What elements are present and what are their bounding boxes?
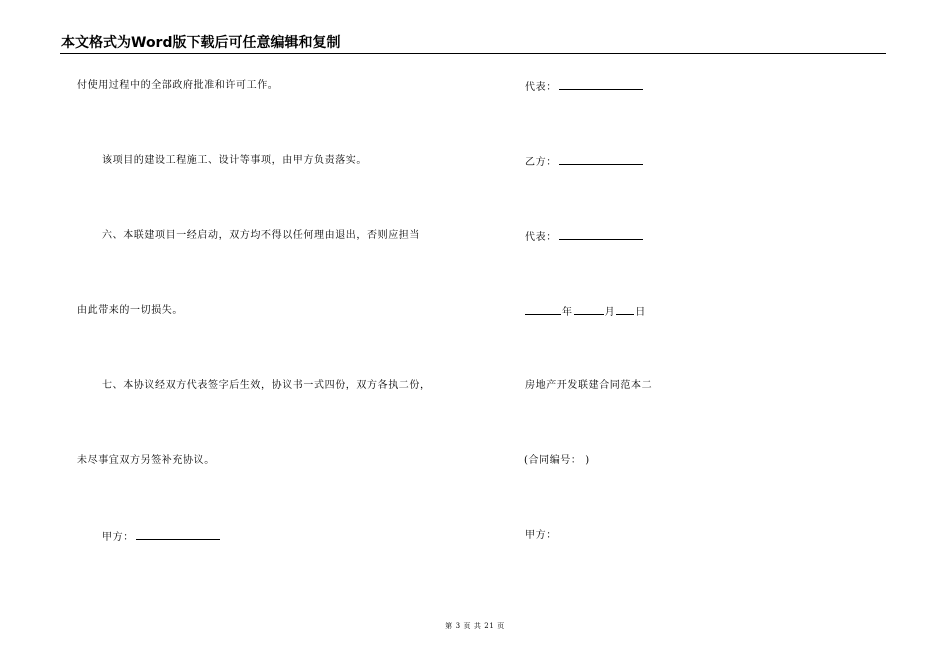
party-a-label: 甲方： [102, 532, 134, 543]
page-number-footer: 第 3 页 共 21 页 [445, 622, 505, 630]
month-label: 月 [604, 307, 616, 318]
right-date-line [525, 305, 646, 319]
right-party-a-label: 甲方： [525, 530, 557, 541]
left-line-supplement: 未尽事宜双方另签补充协议。 [77, 455, 215, 466]
day-blank-line [616, 305, 634, 315]
left-line-loss: 由此带来的一切损失。 [77, 305, 183, 316]
left-line-clause-seven: 七、本协议经双方代表签字后生效，协议书一式四份，双方各执二份， [102, 380, 431, 391]
representative-blank-line [559, 230, 643, 240]
right-contract-title: 房地产开发联建合同范本二 [525, 380, 653, 391]
year-label: 年 [562, 307, 573, 318]
left-line-construction: 该项目的建设工程施工、设计等事项，由甲方负责落实。 [102, 155, 367, 166]
year-blank-line [525, 305, 561, 315]
representative-label: 代表： [525, 232, 557, 243]
left-party-a-signature [102, 530, 220, 544]
representative-label: 代表： [525, 82, 557, 93]
header-divider [60, 53, 886, 54]
day-label: 日 [635, 307, 646, 318]
party-b-label: 乙方： [525, 157, 557, 168]
party-b-blank-line [559, 155, 643, 165]
left-line-clause-six: 六、本联建项目一经启动，双方均不得以任何理由退出，否则应担当 [102, 230, 420, 241]
representative-blank-line [559, 80, 643, 90]
right-contract-number: (合同编号： ) [524, 455, 590, 466]
party-a-blank-line [136, 530, 220, 540]
right-party-b [525, 155, 643, 169]
left-line-approval: 付使用过程中的全部政府批准和许可工作。 [77, 80, 279, 91]
right-representative-1 [525, 80, 643, 94]
document-header-title: 本文格式为Word版下载后可任意编辑和复制 [61, 35, 341, 51]
month-blank-line [574, 305, 604, 315]
right-representative-2 [525, 230, 643, 244]
